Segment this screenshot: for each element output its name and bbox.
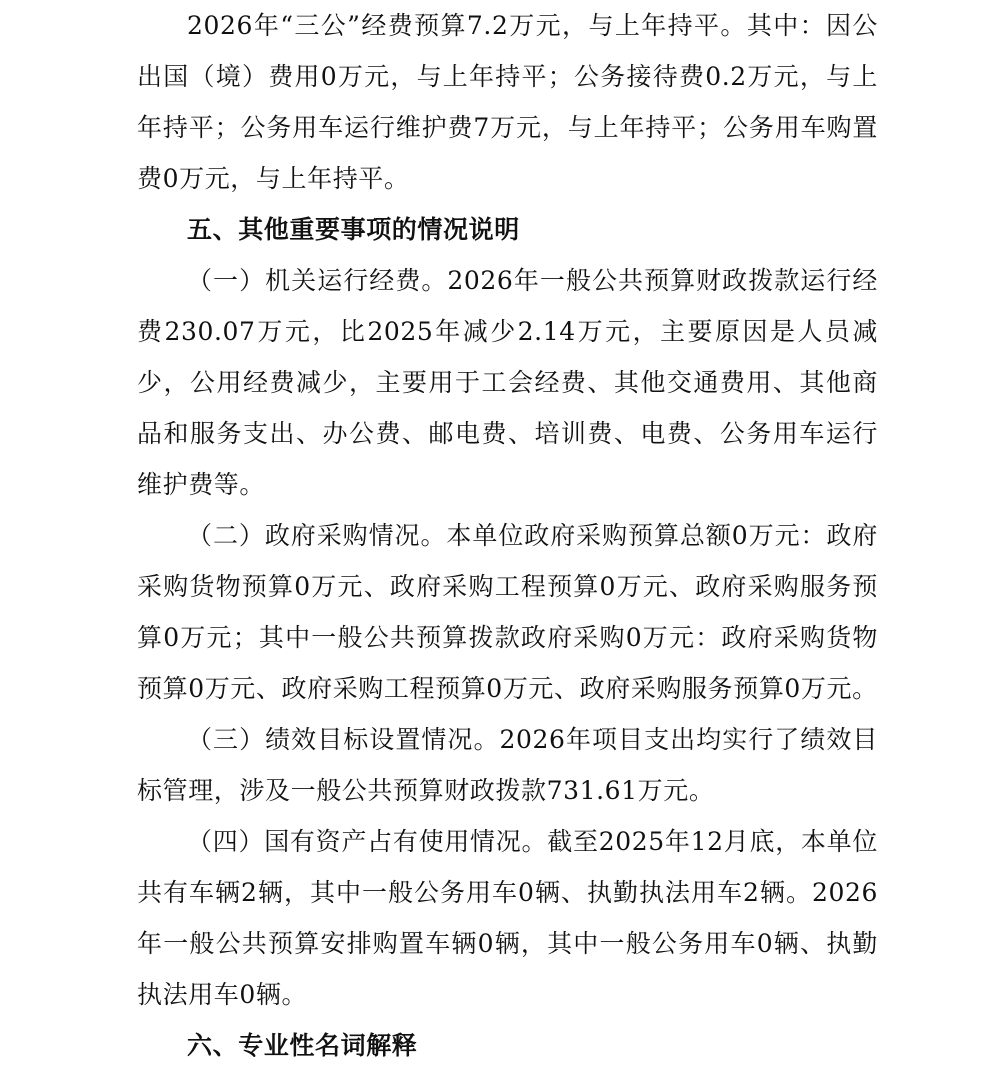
paragraph-text: 本单位政府采购预算总额0万元：政府采购货物预算0万元、政府采购工程预算0万元、政府采购服务预算0万元；其中一般公共预算拨款政府采购0万元：政府采购货物预算0万元、政府采购工程预算0万元、政府采购服务预算0万元。: [137, 521, 878, 703]
paragraph-lead: （一）机关运行经费。: [187, 266, 448, 295]
paragraph-text: 2026年一般公共预算财政拨款运行经费230.07万元，比2025年减少2.14万元，主要原因是人员减少，公用经费减少，主要用于工会经费、其他交通费用、其他商品和服务支出、办公费、邮电费、培训费、电费、公务用车运行维护费等。: [137, 266, 878, 499]
document-page: [137, 0, 878, 1071]
paragraph-text: 2026年“三公”经费预算7.2万元，与上年持平。其中：因公出国（境）费用0万元，与上年持平；公务接待费0.2万元，与上年持平；公务用车运行维护费7万元，与上年持平；公务用车购置费0万元，与上年持平。: [137, 11, 878, 193]
paragraph-lead: （四）国有资产占有使用情况。: [187, 827, 548, 856]
state-assets-paragraph: [137, 816, 878, 1020]
performance-goals-paragraph: [137, 714, 878, 816]
three-public-expenses-paragraph: [137, 0, 878, 204]
paragraph-text: 截至2025年12月底，本单位共有车辆2辆，其中一般公务用车0辆、执勤执法用车2辆。2026年一般公共预算安排购置车辆0辆，其中一般公务用车0辆、执勤执法用车0辆。: [137, 827, 879, 1009]
procurement-paragraph: [137, 510, 878, 714]
section-5-heading: 五、其他重要事项的情况说明: [187, 215, 520, 244]
paragraph-lead: （二）政府采购情况。: [187, 521, 447, 550]
paragraph-text: 2026年项目支出均实行了绩效目标管理，涉及一般公共预算财政拨款731.61万元。: [137, 725, 878, 805]
paragraph-lead: （三）绩效目标设置情况。: [187, 725, 500, 754]
operating-expenses-paragraph: [137, 255, 878, 510]
section-6-heading: 六、专业性名词解释: [187, 1031, 418, 1060]
